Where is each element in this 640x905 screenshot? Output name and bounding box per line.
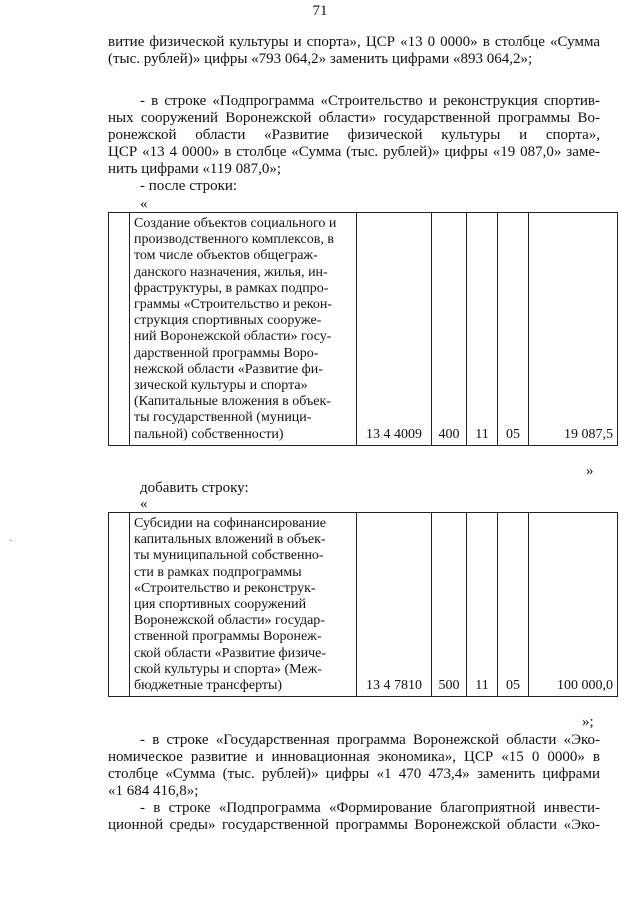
paragraph-2: [108, 93, 600, 178]
pr-cell: 05: [498, 213, 529, 446]
table-row: [109, 513, 618, 697]
text-line: - в строке «Подпрограмма «Строительство и реконструкция спортив-: [140, 93, 600, 109]
rz-cell: 11: [467, 213, 498, 446]
paragraph-3: [108, 732, 600, 800]
after-row-label: - после строки:: [140, 178, 238, 194]
page-number: 71: [312, 3, 328, 19]
table-existing-row: [108, 212, 618, 446]
text-line: ЦСР «13 4 0000» в столбце «Сумма (тыс. рублей)» цифры «19 087,0» заме-: [108, 144, 600, 160]
empty-cell: [109, 213, 130, 446]
csr-cell: 13 4 7810: [357, 513, 432, 697]
text-line: (тыс. рублей)» цифры «793 064,2» заменить цифрами «893 064,2»;: [108, 51, 533, 67]
pr-cell: 05: [498, 513, 529, 697]
text-line: - в строке «Государственная программа Воронежской области «Эко-: [140, 732, 600, 748]
table-row: [109, 213, 618, 446]
empty-cell: [109, 513, 130, 697]
scan-margin-mark: ·: [9, 535, 13, 547]
sum-cell: 19 087,5: [529, 213, 618, 446]
row-description: Субсидии на софинансирование капитальных вложений в объек- ты муниципальной собственно- сти в рамках подпрограммы «Строительство и реконструк- ция спортивных сооружений Воронежской области» государ- ственной программы Воронеж- ской области «Развитие физиче- ской культуры и спорта» (Меж- бюджетные трансферты): [130, 513, 357, 697]
paragraph-4: [108, 800, 600, 834]
add-row-label: добавить строку:: [140, 480, 249, 496]
rz-cell: 11: [467, 513, 498, 697]
text-line: ронежской области «Развитие физической культуры и спорта»,: [108, 127, 600, 143]
close-quote-1: »: [586, 463, 594, 479]
text-line: ных сооружений Воронежской области» государственной программы Во-: [108, 110, 600, 126]
text-line: столбце «Сумма (тыс. рублей)» цифры «1 470 473,4» заменить цифрами: [108, 766, 600, 782]
table-new-row: [108, 512, 618, 697]
row-description: Создание объектов социального и производственного комплексов, в том числе объектов общеграж- данского назначения, жилья, ин- фраструктуры, в рамках подпро- граммы «Строительство и рекон- струкция спортивных сооруже- ний Воронежской области» госу- дарственной программы Воро- нежской области «Развитие фи- зической культуры и спорта» (Капитальные вложения в объек- ты государственной (муници- пальной) собственности): [130, 213, 357, 446]
vr-cell: 500: [432, 513, 467, 697]
csr-cell: 13 4 4009: [357, 213, 432, 446]
text-line: номическое развитие и инновационная экономика», ЦСР «15 0 0000» в: [108, 749, 600, 765]
text-line: - в строке «Подпрограмма «Формирование благоприятной инвести-: [140, 800, 600, 816]
paragraph-1: [108, 34, 600, 68]
text-line: ционной среды» государственной программы Воронежской области «Эко-: [108, 817, 600, 833]
text-line: нить цифрами «119 087,0»;: [108, 161, 282, 177]
vr-cell: 400: [432, 213, 467, 446]
sum-cell: 100 000,0: [529, 513, 618, 697]
open-quote-2: «: [140, 496, 148, 512]
text-line: витие физической культуры и спорта», ЦСР «13 0 0000» в столбце «Сумма: [108, 34, 600, 50]
text-line: «1 684 416,8»;: [108, 783, 199, 799]
close-quote-2: »;: [582, 714, 594, 730]
open-quote-1: «: [140, 196, 148, 212]
